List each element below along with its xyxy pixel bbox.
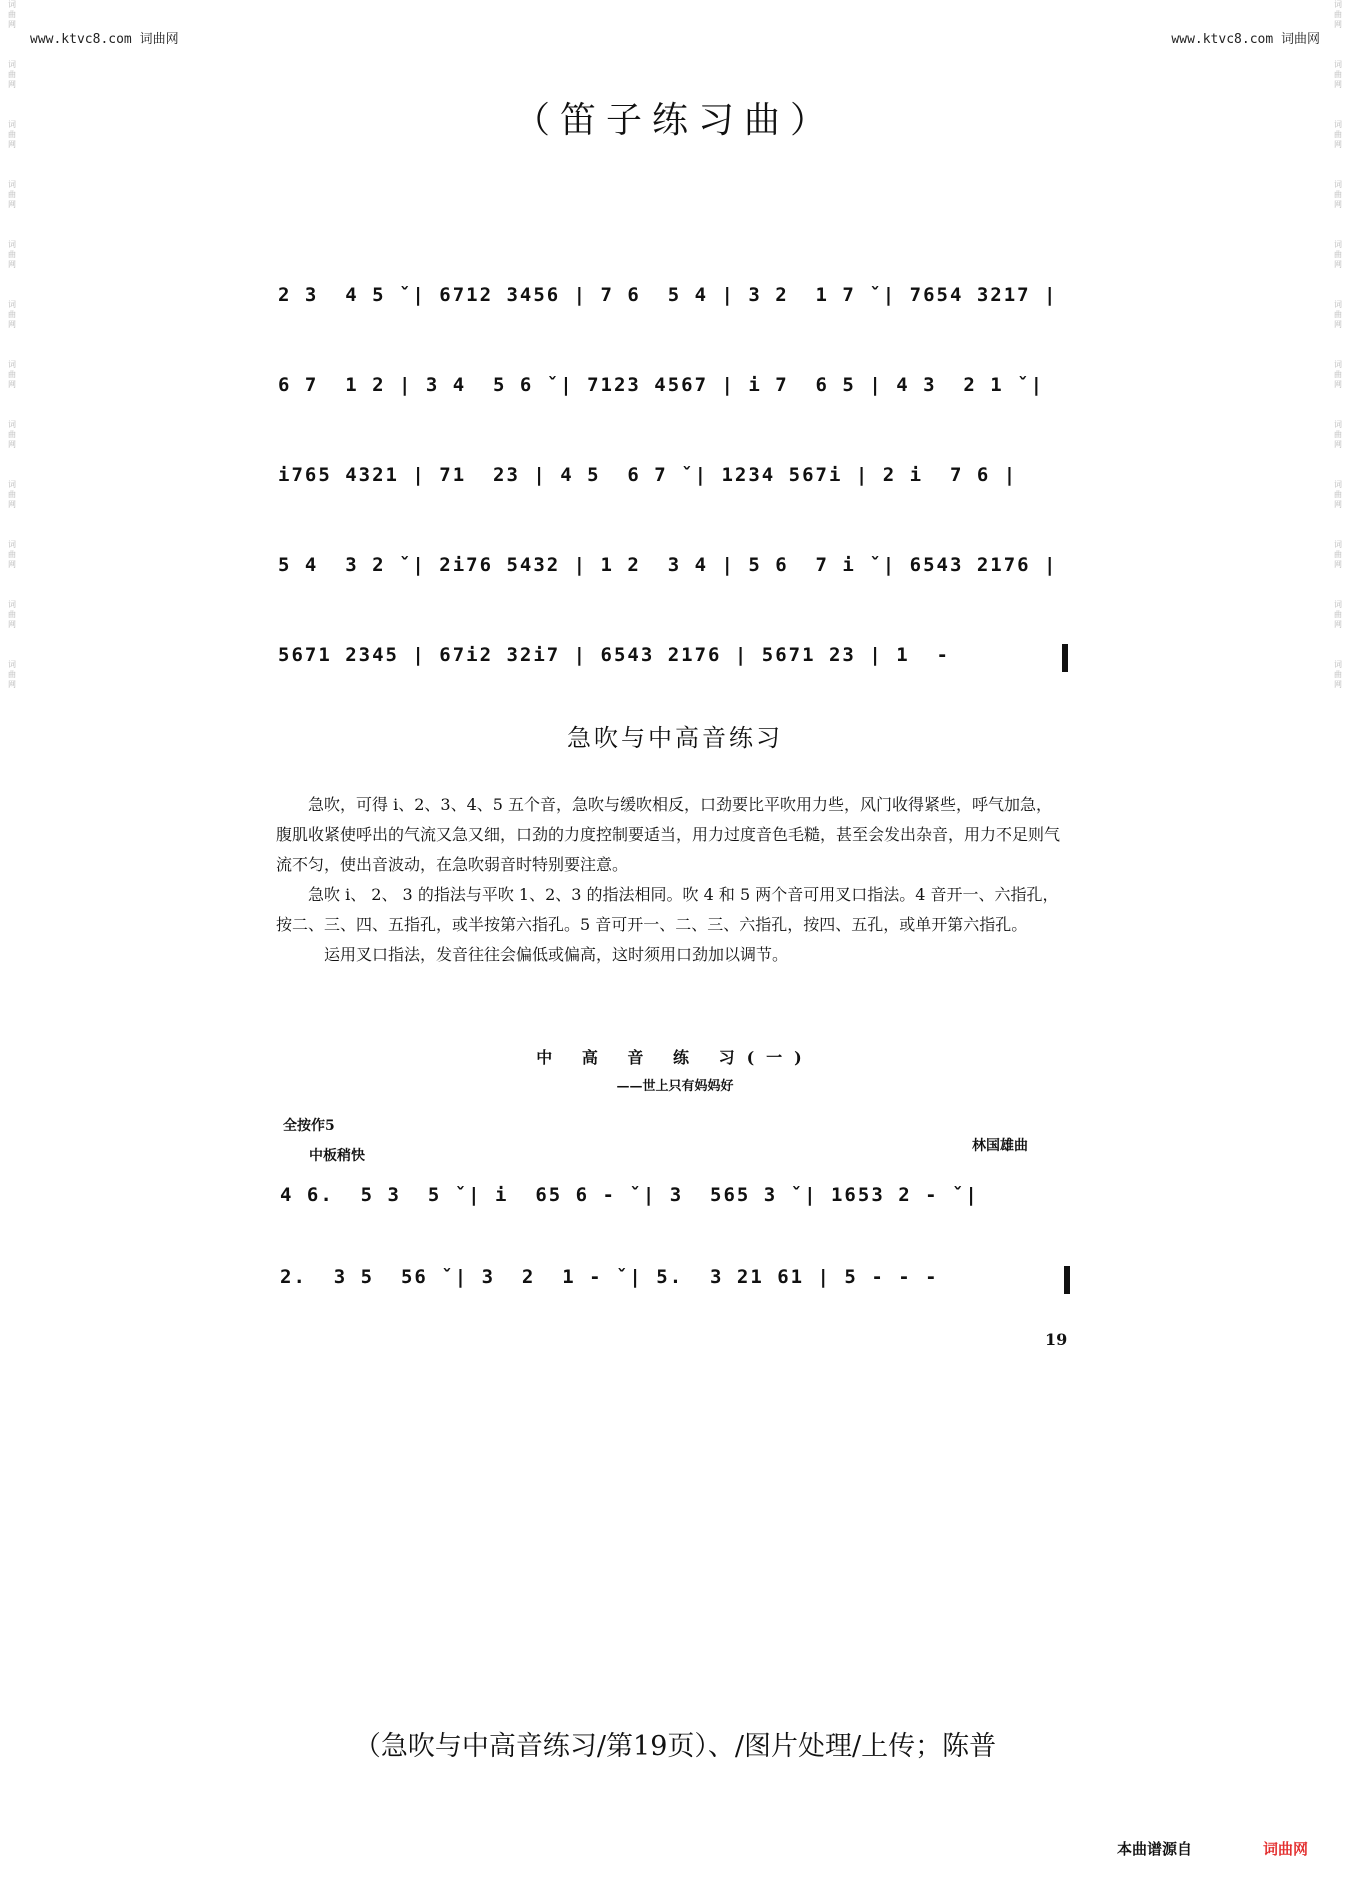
footer-source-label: 本曲谱源自 [1117,1840,1193,1858]
watermark-char: 曲 [8,490,16,499]
watermark-char: 词 [8,660,16,669]
watermark-char: 词 [8,600,16,609]
paragraph: 运用叉口指法，发音往往会偏低或偏高，这时须用口劲加以调节。 [324,945,789,964]
final-barline [1064,1266,1070,1294]
watermark-char: 网 [1334,500,1342,509]
watermark-char: 曲 [1334,610,1342,619]
watermark-char: 词 [8,0,16,9]
watermark-char: 网 [1334,140,1342,149]
watermark-char: 曲 [8,250,16,259]
watermark-char: 曲 [1334,670,1342,679]
watermark-char: 词 [1334,540,1342,549]
watermark-char: 曲 [8,610,16,619]
watermark-char: 曲 [1334,490,1342,499]
watermark-char: 词 [1334,180,1342,189]
watermark-char: 词 [1334,240,1342,249]
watermark-char: 网 [8,560,16,569]
watermark-char: 曲 [8,10,16,19]
body-text [276,790,1066,970]
watermark-char: 词 [8,480,16,489]
watermark-char: 曲 [1334,250,1342,259]
tempo-marking: 中板稍快 [309,1148,365,1164]
watermark-char: 曲 [1334,10,1342,19]
watermark-char: 曲 [8,70,16,79]
page-number: 19 [1045,1330,1068,1349]
score-line: 6 7 1 2 | 3 4 5 6 ˇ| 7123 4567 | i 7 6 5 | 4 3 2 1 ˇ| [278,374,1045,396]
watermark-char: 曲 [1334,430,1342,439]
watermark-char: 词 [1334,600,1342,609]
watermark-char: 曲 [1334,550,1342,559]
score-line: i765 4321 | 71 23 | 4 5 6 7 ˇ| 1234 567i | 2 i 7 6 | [278,464,1018,486]
watermark-char: 曲 [1334,310,1342,319]
page-title: （笛子练习曲） [513,100,836,141]
watermark-char: 网 [8,500,16,509]
watermark-char: 词 [8,180,16,189]
watermark-char: 网 [8,680,16,689]
left-watermark [2,0,22,1886]
watermark-char: 网 [1334,440,1342,449]
watermark-char: 词 [1334,60,1342,69]
watermark-char: 网 [1334,620,1342,629]
watermark-char: 网 [1334,20,1342,29]
watermark-char: 曲 [1334,370,1342,379]
score-line: 5 4 3 2 ˇ| 2i76 5432 | 1 2 3 4 | 5 6 7 i ˇ| 6543 2176 | [278,554,1058,576]
watermark-char: 网 [1334,320,1342,329]
watermark-char: 网 [1334,560,1342,569]
watermark-char: 网 [1334,260,1342,269]
watermark-char: 网 [1334,200,1342,209]
watermark-char: 曲 [8,430,16,439]
watermark-char: 网 [8,320,16,329]
watermark-char: 网 [1334,680,1342,689]
watermark-char: 曲 [8,550,16,559]
watermark-char: 曲 [1334,130,1342,139]
watermark-char: 网 [8,200,16,209]
score-line: 2 3 4 5 ˇ| 6712 3456 | 7 6 5 4 | 3 2 1 7 ˇ| 7654 3217 | [278,284,1058,306]
score-block [278,284,1068,734]
watermark-char: 词 [1334,360,1342,369]
exercise-subtitle: ——世上只有妈妈好 [616,1079,734,1094]
watermark-char: 词 [1334,0,1342,9]
exercise-title: 中 高 音 练 习(一) [536,1048,814,1067]
watermark-char: 词 [8,540,16,549]
watermark-char: 网 [8,440,16,449]
key-signature: 全按作5 [283,1118,335,1134]
header-site-left: www.ktvc8.com 词曲网 [30,32,179,47]
score-line: 4 6. 5 3 5 ˇ| i 65 6 - ˇ| 3 565 3 ˇ| 1653 2 - ˇ| [280,1184,979,1206]
final-barline [1062,644,1068,672]
watermark-char: 词 [1334,660,1342,669]
right-watermark [1328,0,1348,1886]
watermark-char: 词 [8,300,16,309]
watermark-char: 曲 [1334,190,1342,199]
watermark-char: 网 [1334,380,1342,389]
watermark-char: 曲 [8,310,16,319]
watermark-char: 曲 [8,370,16,379]
watermark-char: 曲 [8,670,16,679]
watermark-char: 网 [1334,80,1342,89]
paragraph: 急吹，可得 i、2、3、4、5 五个音，急吹与缓吹相反，口劲要比平吹用力些，风门收得紧些，呼气加急，腹肌收紧使呼出的气流又急又细，口劲的力度控制要适当，用力过度音色毛糙，甚至会发出杂音，用力不足则气流不匀，使出音波动，在急吹弱音时特别要注意。 [276,795,1061,874]
watermark-char: 曲 [1334,70,1342,79]
watermark-char: 曲 [8,130,16,139]
composer: 林国雄曲 [972,1138,1028,1154]
watermark-char: 网 [8,80,16,89]
caption: （急吹与中高音练习/第19页）、/图片处理/上传；陈普 [353,1731,997,1762]
watermark-char: 词 [8,240,16,249]
watermark-char: 网 [8,260,16,269]
watermark-char: 词 [8,360,16,369]
watermark-char: 词 [1334,420,1342,429]
watermark-char: 词 [8,120,16,129]
paragraph: 急吹 i、 2、 3 的指法与平吹 1、2、3 的指法相同。吹 4 和 5 两个音可用叉口指法。4 音开一、六指孔，按二、三、四、五指孔，或半按第六指孔。5 音可开一、二、三、六指孔，按四、五孔，或单开第六指孔。 [276,885,1059,934]
footer-site-link[interactable]: 词曲网 [1263,1840,1309,1858]
watermark-char: 词 [8,60,16,69]
exercise-score [280,1184,1070,1356]
watermark-char: 网 [8,140,16,149]
header-site-right: www.ktvc8.com 词曲网 [1171,32,1320,47]
watermark-char: 曲 [8,190,16,199]
watermark-char: 网 [8,380,16,389]
watermark-char: 词 [1334,120,1342,129]
score-line: 5671 2345 | 67i2 32i7 | 6543 2176 | 5671 23 | 1 - [278,644,1068,674]
section-title: 急吹与中高音练习 [567,724,783,752]
watermark-char: 网 [8,20,16,29]
watermark-char: 词 [1334,300,1342,309]
watermark-char: 网 [8,620,16,629]
watermark-char: 词 [1334,480,1342,489]
watermark-char: 词 [8,420,16,429]
score-line: 2. 3 5 56 ˇ| 3 2 1 - ˇ| 5. 3 21 61 | 5 - - - [280,1266,1070,1296]
